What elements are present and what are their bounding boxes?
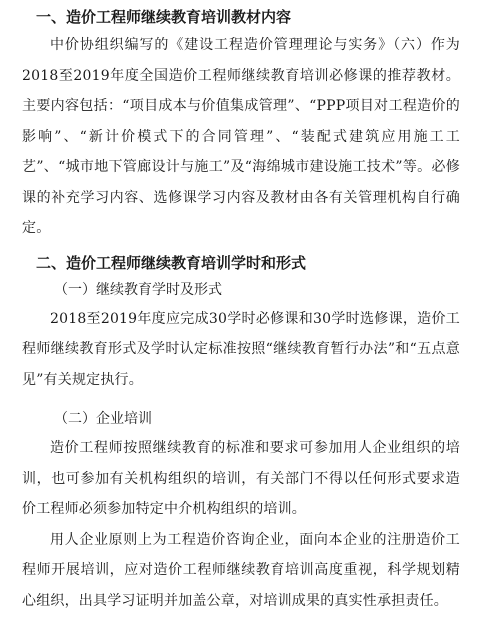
subsection-title-2: （二）企业培训 [54, 411, 152, 427]
subsection-2-paragraph-2: 用人企业原则上为工程造价咨询企业，面向本企业的注册造价工程师开展培训，应对造价工程师继续教育培训高度重视，科学规划精心组织，出具学习证明并加盖公章，对培训成果的真实性承担责任。 [22, 531, 460, 609]
section-heading-1: 一、造价工程师继续教育培训教材内容 [36, 8, 292, 26]
subsection-1-paragraph: 2018至2019年度应完成30学时必修课和30学时选修课，造价工程师继续教育形式及学时认定标准按照“继续教育暂行办法”和“五点意见”有关规定执行。 [22, 310, 460, 388]
subsection-title-1: （一）继续教育学时及形式 [54, 281, 222, 298]
subsection-2-paragraph-1: 造价工程师按照继续教育的标准和要求可参加用人企业组织的培训，也可参加有关机构组织的培训，有关部门不得以任何形式要求造价工程师必须参加特定中介机构组织的培训。 [22, 440, 460, 517]
section-1-paragraph: 中价协组织编写的《建设工程造价管理理论与实务》（六）作为2018至2019年度全国造价工程师继续教育培训必修课的推荐教材。主要内容包括：“项目成本与价值集成管理”、“PPP项目对工程造价的影响”、“新计价模式下的合同管理”、“装配式建筑应用施工工艺”、“城市地下管廊设计与施工”及“海绵城市建设施工技术”等。必修课的补充学习内容、选修课学习内容及教材由各有关管理机构自行确定。 [22, 37, 460, 236]
section-heading-2: 二、造价工程师继续教育培训学时和形式 [36, 253, 307, 272]
